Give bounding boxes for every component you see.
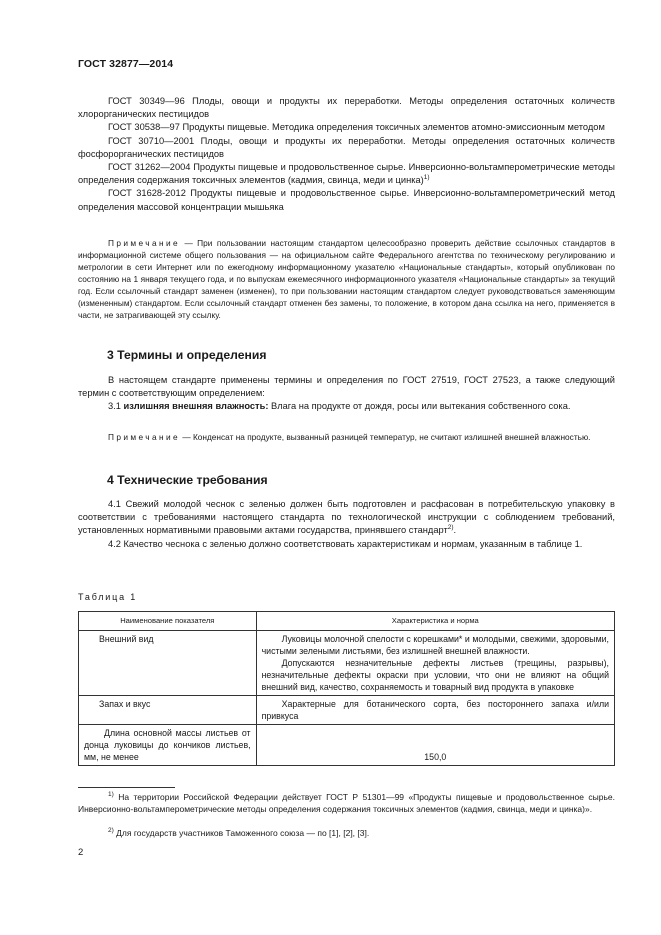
clause-4-2: 4.2 Качество чеснока с зеленью должно соответствовать характеристикам и нормам, указанным в таблице 1.	[108, 538, 583, 549]
footnote-ref: 1)	[423, 174, 430, 182]
term-note	[78, 431, 615, 443]
reference-item: ГОСТ 30538—97 Продукты пищевые. Методика определения токсичных элементов атомно-эмиссионным методом	[108, 122, 605, 133]
cell-paragraph: Характерные для ботанического сорта, без постороннего запаха и/или привкуса	[261, 699, 609, 721]
document-header: ГОСТ 32877—2014	[78, 58, 174, 70]
section-3-intro: В настоящем стандарте применены термины и определения по ГОСТ 27519, ГОСТ 27523, а также следующий термин с соответствующим определением:	[78, 375, 615, 399]
reference-item: ГОСТ 30710—2001 Плоды, овощи и продукты их переработки. Методы определения остаточных количеств фосфорорганических пестицидов	[78, 135, 615, 159]
reference-text: ГОСТ 31262—2004 Продукты пищевые и продовольственное сырье. Инверсионно-вольтамперометрические методы определения содержания токсичных элементов (кадмия, свинца, меди и цинка)	[78, 162, 615, 186]
section-4-body	[78, 498, 615, 551]
reference-item: ГОСТ 31628-2012 Продукты пищевые и продовольственное сырье. Инверсионно-вольтамперометрический метод определения массовой концентрации мышьяка	[78, 188, 615, 212]
term-definition	[78, 400, 615, 413]
reference-item	[78, 161, 615, 187]
cell-paragraph: Луковицы молочной спелости с корешками* и молодыми, свежими, здоровыми, чистыми зелеными листьями, без излишней внешней влажности.	[261, 634, 609, 656]
table-row	[79, 725, 615, 766]
reference-item: ГОСТ 30349—96 Плоды, овощи и продукты их переработки. Методы определения остаточных количеств хлорорганических пестицидов	[78, 96, 615, 120]
table-cell-value	[256, 696, 614, 725]
references-note	[78, 237, 615, 321]
note-text: — При пользовании настоящим стандартом целесообразно проверить действие ссылочных стандартов в информационной системе общего пользования — на официальном сайте Федерального агентства по техническому регулированию и метрологии в сети Интернет или по ежегодному информационному указателю «Национальные стандарты», который опубликован по состоянию на 1 января текущего года, и по выпускам ежемесячного информационного указателя «Национальные стандарты» за текущий год. Если ссылочный стандарт заменен (изменен), то при пользовании настоящим стандартом следует руководствоваться заменяющим (измененным) стандартом. Если ссылочный стандарт отменен без замены, то положение, в котором дана ссылка на него, применяется в части, не затрагивающей эту ссылку.	[78, 238, 615, 320]
normative-references	[78, 95, 615, 214]
table-row	[79, 696, 615, 725]
table-header-cell: Наименование показателя	[79, 612, 257, 631]
page-number: 2	[78, 847, 84, 858]
footnote-mark: 2)	[108, 827, 114, 835]
footnote-text: Для государств участников Таможенного союза — по [1], [2], [3].	[113, 828, 370, 838]
footnote	[78, 791, 615, 815]
footnote-text: На территории Российской Федерации действует ГОСТ Р 51301—99 «Продукты пищевые и продовольственное сырье. Инверсионно-вольтамперометрические методы определения содержания токсичных элементов (кадмия, свинца, меди и цинка)».	[78, 792, 615, 814]
table-header-row	[79, 612, 615, 631]
table-cell-value: 150,0	[256, 725, 614, 766]
table-row	[79, 631, 615, 696]
section-3-heading: 3 Термины и определения	[107, 348, 267, 362]
term: излишняя внешняя влажность:	[123, 401, 269, 412]
term-number: 3.1	[108, 401, 124, 412]
table-cell-value	[256, 631, 614, 696]
footnote	[78, 827, 615, 839]
note-label: Примечание	[108, 238, 181, 248]
clause-end: .	[453, 525, 457, 536]
section-3-body	[78, 374, 615, 414]
footnote-mark: 1)	[108, 791, 114, 799]
table-caption: Таблица 1	[78, 592, 137, 602]
clause-4-1	[78, 498, 615, 538]
note-text: — Конденсат на продукте, вызванный разницей температур, не считают излишней внешней влажностью.	[180, 432, 591, 442]
table-header-cell: Характеристика и норма	[256, 612, 614, 631]
table-cell-name: Внешний вид	[79, 631, 257, 696]
note-label: Примечание	[108, 432, 181, 442]
cell-paragraph: Длина основной массы листьев от донца луковицы до кончиков листьев, мм, не менее	[84, 728, 251, 762]
requirements-table	[78, 611, 615, 766]
cell-paragraph: Допускаются незначительные дефекты листьев (трещины, разрывы), незначительные дефекты окраски при условии, что они не влияют на общий внешний вид, качество, сохраняемость и товарный вид продукта в упаковке	[261, 658, 609, 692]
footnote-ref: 2)	[447, 524, 454, 532]
table-cell-name: Запах и вкус	[79, 696, 257, 725]
definition: Влага на продукте от дождя, росы или вытекания собственного сока.	[268, 401, 571, 412]
section-4-heading: 4 Технические требования	[107, 473, 268, 487]
footnote-divider	[78, 787, 175, 788]
table-cell-name	[79, 725, 257, 766]
clause-text: 4.1 Свежий молодой чеснок с зеленью должен быть подготовлен и расфасован в потребительскую упаковку в соответствии с требованиями настоящего стандарта по технологической инструкции с соблюдением требований, установленных нормативными правовыми актами государства, принявшего стандарт	[78, 499, 615, 536]
